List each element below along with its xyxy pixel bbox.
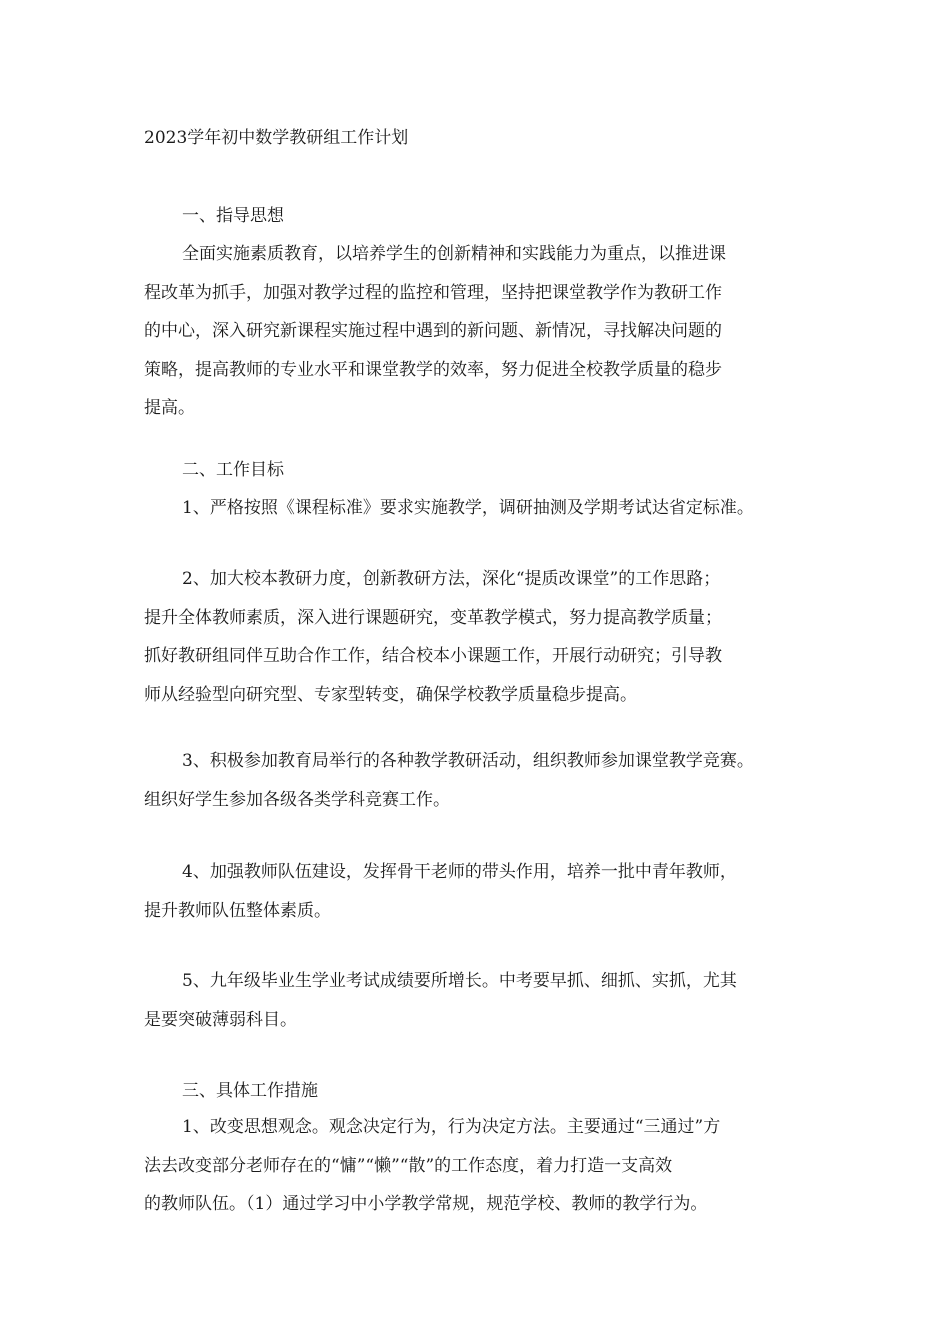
paragraph-line: 提高。 [144, 398, 195, 418]
section-heading-text: 二、工作目标 [182, 460, 284, 480]
paragraph-specific-measures [144, 1108, 824, 1224]
document-title: 2023学年初中数学教研组工作计划 [144, 128, 409, 148]
goal-item-2 [144, 560, 824, 714]
paragraph-line: 师从经验型向研究型、专家型转变，确保学校教学质量稳步提高。 [144, 684, 637, 705]
paragraph-line: 1、严格按照《课程标准》要求实施教学，调研抽测及学期考试达省定标准。 [182, 498, 754, 518]
paragraph-guiding-ideology [144, 235, 824, 428]
paragraph-line: 的中心，深入研究新课程实施过程中遇到的新问题、新情况，寻找解决问题的 [144, 321, 722, 341]
paragraph-line: 5、九年级毕业生学业考试成绩要所增长。中考要早抓、细抓、实抓，尤其 [182, 971, 737, 991]
section-heading-guiding-ideology [144, 197, 824, 236]
goal-item-4 [144, 853, 824, 930]
goal-item-5 [144, 962, 824, 1039]
section-heading-text: 一、指导思想 [182, 206, 284, 226]
section-heading-specific-measures [144, 1072, 824, 1111]
paragraph-line: 组织好学生参加各级各类学科竞赛工作。 [144, 789, 450, 810]
paragraph-line: 全面实施素质教育，以培养学生的创新精神和实践能力为重点，以推进课 [182, 244, 726, 264]
paragraph-line: 3、积极参加教育局举行的各种教学教研活动，组织教师参加课堂教学竞赛。 [182, 751, 754, 771]
section-heading-text: 三、具体工作措施 [182, 1081, 318, 1101]
goal-item-3 [144, 742, 824, 819]
paragraph-line: 是要突破薄弱科目。 [144, 1009, 297, 1030]
paragraph-line: 法去改变部分老师存在的“慵”“懒”“散”的工作态度，着力打造一支高效 [144, 1155, 673, 1176]
paragraph-line: 2、加大校本教研力度，创新教研方法，深化“提质改课堂”的工作思路； [182, 569, 721, 589]
paragraph-line: 抓好教研组同伴互助合作工作，结合校本小课题工作，开展行动研究；引导教 [144, 646, 722, 666]
paragraph-line: 提升教师队伍整体素质。 [144, 900, 331, 921]
paragraph-line: 程改革为抓手，加强对教学过程的监控和管理，坚持把课堂教学作为教研工作 [144, 282, 722, 303]
paragraph-line: 提升全体教师素质，深入进行课题研究，变革教学模式，努力提高教学质量； [144, 607, 722, 628]
goal-item-1 [144, 489, 824, 528]
paragraph-line: 4、加强教师队伍建设，发挥骨干老师的带头作用，培养一批中青年教师， [182, 862, 737, 882]
paragraph-line: 策略，提高教师的专业水平和课堂教学的效率，努力促进全校教学质量的稳步 [144, 359, 722, 380]
section-heading-work-goals [144, 451, 824, 490]
paragraph-line: 1、改变思想观念。观念决定行为，行为决定方法。主要通过“三通过”方 [182, 1117, 721, 1137]
paragraph-line: 的教师队伍。（1）通过学习中小学教学常规，规范学校、教师的教学行为。 [144, 1194, 708, 1214]
